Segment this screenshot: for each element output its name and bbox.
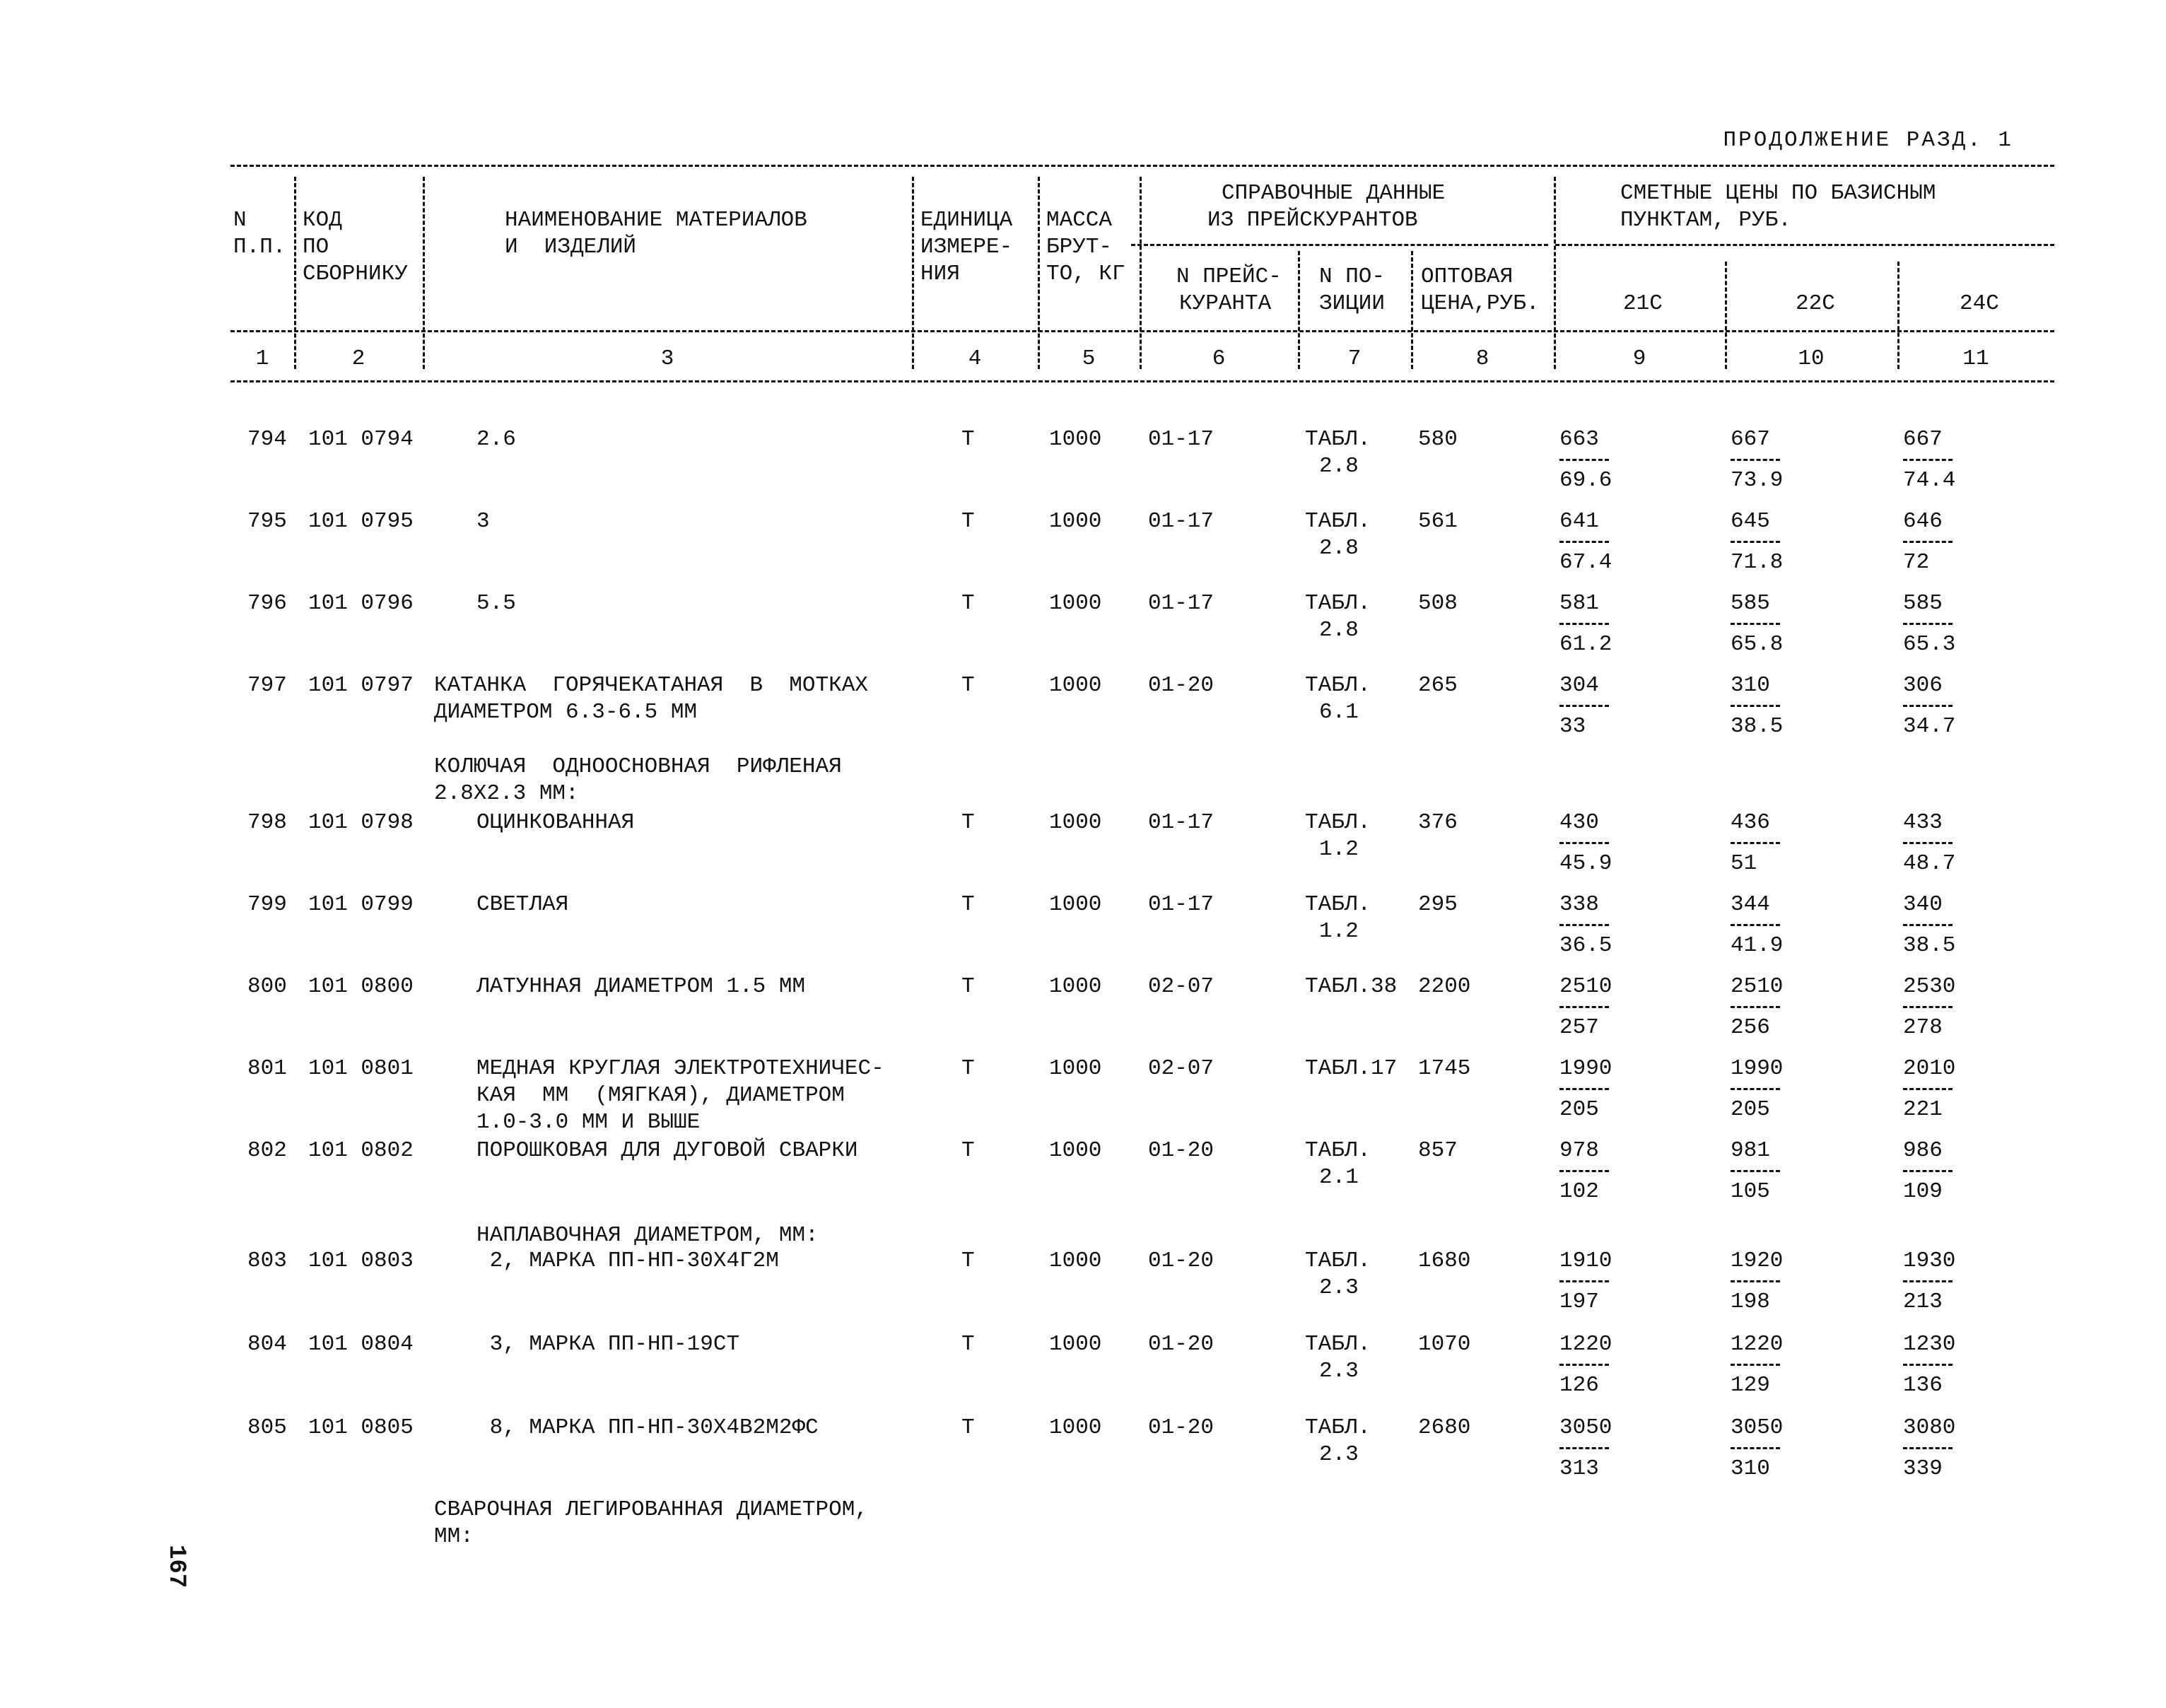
header-unit-2: ИЗМЕРЕ- [920,235,1013,259]
row-position: ТАБЛ.17 [1305,1056,1398,1081]
row-number: 798 [247,810,287,835]
col-divider [1554,177,1556,369]
row-name: 5.5 [476,591,516,616]
price-22c-wage: 205 [1731,1097,1770,1122]
price-24c [1903,1248,1995,1316]
row-pricelist: 01-20 [1148,1248,1214,1273]
row-price: 1680 [1418,1248,1471,1273]
header-position-1: N ПО- [1319,264,1386,289]
row-price: 580 [1418,427,1458,452]
price-24c-wage: 109 [1903,1179,1943,1204]
price-21c [1559,426,1651,494]
row-code: 101 0794 [308,427,414,452]
price-24c [1903,973,1995,1041]
price-24c-value: 986 [1903,1138,1943,1163]
row-position-2: 2.8 [1319,454,1359,479]
price-24c [1903,1331,1995,1399]
price-22c [1731,1055,1822,1123]
row-mass: 1000 [1049,427,1102,452]
price-24c-wage: 65.3 [1903,632,1956,657]
row-position-2: 2.1 [1319,1165,1359,1190]
row-mass: 1000 [1049,974,1102,999]
row-position-2: 2.3 [1319,1359,1359,1384]
section-heading: СВАРОЧНАЯ ЛЕГИРОВАННАЯ ДИАМЕТРОМ, [434,1497,868,1522]
row-position: ТАБЛ. [1305,1248,1371,1273]
colnum-9: 9 [1632,346,1646,371]
header-mass-1: МАССА [1046,208,1113,233]
header-unit-3: НИЯ [920,262,960,286]
row-price: 1070 [1418,1332,1471,1357]
row-number: 796 [247,591,287,616]
row-position: ТАБЛ.38 [1305,974,1398,999]
row-number: 801 [247,1056,287,1081]
row-unit: Т [961,673,975,698]
table-row [0,426,2166,508]
price-22c-wage: 73.9 [1731,468,1784,493]
colnum-2: 2 [351,346,365,371]
price-24c-wage: 34.7 [1903,714,1956,739]
price-21c [1559,508,1651,576]
continuation-note: ПРОДОЛЖЕНИЕ РАЗД. 1 [1723,128,2013,153]
row-price: 376 [1418,810,1458,835]
row-position: ТАБЛ. [1305,509,1371,534]
row-pricelist: 02-07 [1148,974,1214,999]
price-24c-wage: 278 [1903,1015,1943,1040]
row-code: 101 0802 [308,1138,414,1163]
price-24c-wage: 136 [1903,1373,1943,1398]
row-unit: Т [961,427,975,452]
price-22c [1731,590,1822,658]
price-21c-value: 1220 [1559,1332,1612,1357]
price-24c [1903,426,1995,494]
header-code-2: ПО [303,235,329,259]
page-number: 167 [163,1545,189,1589]
header-pricelist-1: N ПРЕЙС- [1176,264,1282,289]
row-price: 561 [1418,509,1458,534]
row-position: ТАБЛ. [1305,1332,1371,1357]
price-21c-wage: 45.9 [1559,851,1612,876]
row-mass: 1000 [1049,673,1102,698]
row-mass: 1000 [1049,810,1102,835]
price-24c [1903,672,1995,740]
row-price: 295 [1418,892,1458,917]
row-price: 265 [1418,673,1458,698]
price-21c [1559,672,1651,740]
row-name: КАТАНКА ГОРЯЧЕКАТАНАЯ В МОТКАХ [434,673,868,698]
price-22c-wage: 65.8 [1731,632,1784,657]
colnum-6: 6 [1212,346,1226,371]
price-22c-wage: 51 [1731,851,1757,876]
row-mass: 1000 [1049,1138,1102,1163]
row-code: 101 0796 [308,591,414,616]
price-21c-value: 641 [1559,509,1599,534]
row-name-2: КАЯ ММ (МЯГКАЯ), ДИАМЕТРОМ [476,1083,845,1108]
row-name: ЛАТУННАЯ ДИАМЕТРОМ 1.5 ММ [476,974,806,999]
row-number: 799 [247,892,287,917]
table-row [0,1055,2166,1137]
col-divider [423,177,425,369]
row-position-2: 2.8 [1319,618,1359,643]
header-est-group-2: ПУНКТАМ, РУБ. [1620,208,1791,233]
header-code-3: СБОРНИКУ [303,262,408,286]
price-22c-wage: 310 [1731,1456,1770,1481]
price-21c [1559,590,1651,658]
price-22c-value: 1990 [1731,1056,1784,1081]
header-point-21c: 21С [1623,291,1663,316]
row-position: ТАБЛ. [1305,427,1371,452]
row-code: 101 0805 [308,1415,414,1440]
header-wholesale-2: ЦЕНА,РУБ. [1421,291,1540,316]
price-24c-wage: 213 [1903,1289,1943,1314]
row-mass: 1000 [1049,892,1102,917]
row-price: 1745 [1418,1056,1471,1081]
row-unit: Т [961,1056,975,1081]
table-row [0,672,2166,754]
price-24c-value: 1230 [1903,1332,1956,1357]
colnum-11: 11 [1962,346,1989,371]
row-position-2: 6.1 [1319,700,1359,725]
price-24c [1903,590,1995,658]
header-unit-1: ЕДИНИЦА [920,208,1013,233]
row-position: ТАБЛ. [1305,810,1371,835]
row-name: ОЦИНКОВАННАЯ [476,810,635,835]
row-unit: Т [961,1332,975,1357]
row-position-2: 1.2 [1319,919,1359,944]
row-position: ТАБЛ. [1305,892,1371,917]
row-code: 101 0798 [308,810,414,835]
row-name: ПОРОШКОВАЯ ДЛЯ ДУГОВОЙ СВАРКИ [476,1138,858,1163]
header-code-1: КОД [303,208,342,233]
row-position: ТАБЛ. [1305,673,1371,698]
price-21c-wage: 61.2 [1559,632,1612,657]
price-22c-value: 645 [1731,509,1770,534]
price-24c-wage: 72 [1903,550,1930,575]
row-price: 2200 [1418,974,1471,999]
row-unit: Т [961,591,975,616]
row-unit: Т [961,1138,975,1163]
header-pricelist-2: КУРАНТА [1179,291,1272,316]
row-mass: 1000 [1049,1332,1102,1357]
price-22c [1731,1137,1822,1205]
row-code: 101 0795 [308,509,414,534]
row-name: 2, МАРКА ПП-НП-30Х4Г2М [476,1248,779,1273]
price-24c [1903,1415,1995,1482]
table-row [0,1415,2166,1497]
price-24c-wage: 38.5 [1903,933,1956,958]
colnum-3: 3 [660,346,674,371]
price-22c [1731,809,1822,877]
ref-group-rule [1131,244,1548,246]
row-name: 8, МАРКА ПП-НП-30Х4В2М2ФС [476,1415,819,1440]
price-21c-value: 2510 [1559,974,1612,999]
price-22c-wage: 38.5 [1731,714,1784,739]
price-21c [1559,973,1651,1041]
price-21c-wage: 197 [1559,1289,1599,1314]
header-point-24c: 24С [1960,291,1999,316]
row-unit: Т [961,810,975,835]
row-unit: Т [961,1415,975,1440]
row-number: 795 [247,509,287,534]
price-24c-wage: 48.7 [1903,851,1956,876]
price-21c [1559,1415,1651,1482]
price-21c-wage: 69.6 [1559,468,1612,493]
price-22c-wage: 71.8 [1731,550,1784,575]
header-colnum-rule [230,330,2054,332]
price-22c-wage: 105 [1731,1179,1770,1204]
table-row [0,891,2166,973]
price-24c-wage: 74.4 [1903,468,1956,493]
price-22c-value: 3050 [1731,1415,1784,1440]
row-code: 101 0797 [308,673,414,698]
price-21c-value: 978 [1559,1138,1599,1163]
row-name: 2.6 [476,427,516,452]
price-21c-wage: 36.5 [1559,933,1612,958]
row-unit: Т [961,892,975,917]
row-pricelist: 01-17 [1148,591,1214,616]
header-position-2: ЗИЦИИ [1319,291,1386,316]
section-heading: КОЛЮЧАЯ ОДНООСНОВНАЯ РИФЛЕНАЯ [434,754,842,779]
price-22c [1731,973,1822,1041]
row-price: 508 [1418,591,1458,616]
col-divider [912,177,914,369]
section-heading: ММ: [434,1524,474,1549]
row-number: 805 [247,1415,287,1440]
price-21c-value: 581 [1559,591,1599,616]
header-bottom-rule [230,380,2054,382]
table-row [0,1331,2166,1413]
row-number: 803 [247,1248,287,1273]
row-pricelist: 01-17 [1148,509,1214,534]
price-24c-value: 2010 [1903,1056,1956,1081]
price-22c [1731,508,1822,576]
price-24c-value: 1930 [1903,1248,1956,1273]
row-number: 797 [247,673,287,698]
header-ref-group-2: ИЗ ПРЕЙСКУРАНТОВ [1207,208,1418,233]
price-24c [1903,891,1995,959]
row-pricelist: 01-20 [1148,1138,1214,1163]
price-22c [1731,1331,1822,1399]
price-21c [1559,1248,1651,1316]
colnum-5: 5 [1082,346,1096,371]
price-24c-value: 3080 [1903,1415,1956,1440]
price-21c [1559,1137,1651,1205]
row-position-2: 2.3 [1319,1442,1359,1467]
table-row [0,973,2166,1055]
row-mass: 1000 [1049,509,1102,534]
table-row [0,1248,2166,1330]
row-pricelist: 02-07 [1148,1056,1214,1081]
price-21c-wage: 257 [1559,1015,1599,1040]
price-24c-value: 646 [1903,509,1943,534]
row-unit: Т [961,974,975,999]
header-top-rule [230,165,2054,167]
colnum-7: 7 [1347,346,1362,371]
price-21c [1559,809,1651,877]
price-21c-wage: 313 [1559,1456,1599,1481]
table-row [0,1137,2166,1219]
price-22c-value: 1920 [1731,1248,1784,1273]
colnum-8: 8 [1475,346,1489,371]
price-22c-value: 310 [1731,673,1770,698]
row-mass: 1000 [1049,591,1102,616]
row-position-2: 2.8 [1319,536,1359,561]
row-code: 101 0801 [308,1056,414,1081]
table-row [0,590,2166,672]
price-22c-wage: 129 [1731,1373,1770,1398]
row-unit: Т [961,1248,975,1273]
price-21c [1559,891,1651,959]
row-name: 3, МАРКА ПП-НП-19СТ [476,1332,740,1357]
col-divider [294,177,296,369]
price-24c-value: 2530 [1903,974,1956,999]
price-22c-value: 436 [1731,810,1770,835]
row-pricelist: 01-17 [1148,810,1214,835]
price-21c-value: 338 [1559,892,1599,917]
header-est-group-1: СМЕТНЫЕ ЦЕНЫ ПО БАЗИСНЫМ [1620,181,1936,206]
row-pricelist: 01-17 [1148,427,1214,452]
row-mass: 1000 [1049,1415,1102,1440]
price-22c [1731,1415,1822,1482]
row-code: 101 0799 [308,892,414,917]
price-21c-value: 430 [1559,810,1599,835]
section-heading: НАПЛАВОЧНАЯ ДИАМЕТРОМ, ММ: [476,1223,819,1248]
est-group-rule [1555,244,2054,246]
price-21c-wage: 126 [1559,1373,1599,1398]
row-name: МЕДНАЯ КРУГЛАЯ ЭЛЕКТРОТЕХНИЧЕС- [476,1056,884,1081]
price-22c-wage: 256 [1731,1015,1770,1040]
row-number: 804 [247,1332,287,1357]
price-22c [1731,426,1822,494]
row-pricelist: 01-17 [1148,892,1214,917]
price-24c-wage: 221 [1903,1097,1943,1122]
price-24c [1903,809,1995,877]
header-point-22c: 22С [1796,291,1835,316]
header-mass-2: БРУТ- [1046,235,1113,259]
price-21c-wage: 205 [1559,1097,1599,1122]
row-position: ТАБЛ. [1305,1415,1371,1440]
row-number: 800 [247,974,287,999]
row-number: 794 [247,427,287,452]
header-np-1: N [233,208,247,233]
price-21c-wage: 67.4 [1559,550,1612,575]
price-24c-value: 667 [1903,427,1943,452]
price-24c-value: 433 [1903,810,1943,835]
header-name-1: НАИМЕНОВАНИЕ МАТЕРИАЛОВ [505,208,807,233]
colnum-1: 1 [255,346,269,371]
price-21c-value: 1910 [1559,1248,1612,1273]
row-code: 101 0804 [308,1332,414,1357]
row-position-2: 1.2 [1319,837,1359,862]
row-position: ТАБЛ. [1305,1138,1371,1163]
row-position-2: 2.3 [1319,1275,1359,1300]
header-np-2: П.П. [233,235,286,259]
row-name: 3 [476,509,490,534]
price-22c-value: 981 [1731,1138,1770,1163]
row-price: 857 [1418,1138,1458,1163]
price-21c [1559,1331,1651,1399]
row-unit: Т [961,509,975,534]
row-name-2: ДИАМЕТРОМ 6.3-6.5 ММ [434,700,698,725]
price-22c-wage: 198 [1731,1289,1770,1314]
row-pricelist: 01-20 [1148,673,1214,698]
row-mass: 1000 [1049,1056,1102,1081]
price-21c-wage: 33 [1559,714,1586,739]
price-22c [1731,1248,1822,1316]
price-22c-value: 585 [1731,591,1770,616]
section-heading: 2.8Х2.3 ММ: [434,781,579,806]
price-21c-wage: 102 [1559,1179,1599,1204]
price-24c [1903,1055,1995,1123]
row-position: ТАБЛ. [1305,591,1371,616]
header-mass-3: ТО, КГ [1046,262,1125,286]
price-24c-value: 585 [1903,591,1943,616]
price-21c-value: 1990 [1559,1056,1612,1081]
price-22c-value: 667 [1731,427,1770,452]
price-24c-wage: 339 [1903,1456,1943,1481]
price-22c-value: 344 [1731,892,1770,917]
price-21c [1559,1055,1651,1123]
header-ref-group-1: СПРАВОЧНЫЕ ДАННЫЕ [1222,181,1446,206]
price-22c-wage: 41.9 [1731,933,1784,958]
price-24c [1903,508,1995,576]
header-name-2: И ИЗДЕЛИЙ [505,235,637,259]
header-wholesale-1: ОПТОВАЯ [1421,264,1514,289]
price-24c [1903,1137,1995,1205]
price-21c-value: 304 [1559,673,1599,698]
price-22c [1731,672,1822,740]
price-24c-value: 306 [1903,673,1943,698]
price-21c-value: 3050 [1559,1415,1612,1440]
table-row [0,508,2166,590]
price-22c-value: 1220 [1731,1332,1784,1357]
price-22c-value: 2510 [1731,974,1784,999]
row-name-3: 1.0-3.0 ММ И ВЫШЕ [476,1110,701,1135]
price-21c-value: 663 [1559,427,1599,452]
price-24c-value: 340 [1903,892,1943,917]
row-number: 802 [247,1138,287,1163]
row-pricelist: 01-20 [1148,1332,1214,1357]
row-code: 101 0800 [308,974,414,999]
colnum-10: 10 [1798,346,1825,371]
colnum-4: 4 [968,346,982,371]
col-divider [1140,177,1142,369]
row-name: СВЕТЛАЯ [476,892,569,917]
row-price: 2680 [1418,1415,1471,1440]
col-divider [1038,177,1040,369]
row-code: 101 0803 [308,1248,414,1273]
table-row [0,809,2166,891]
price-22c [1731,891,1822,959]
row-mass: 1000 [1049,1248,1102,1273]
row-pricelist: 01-20 [1148,1415,1214,1440]
